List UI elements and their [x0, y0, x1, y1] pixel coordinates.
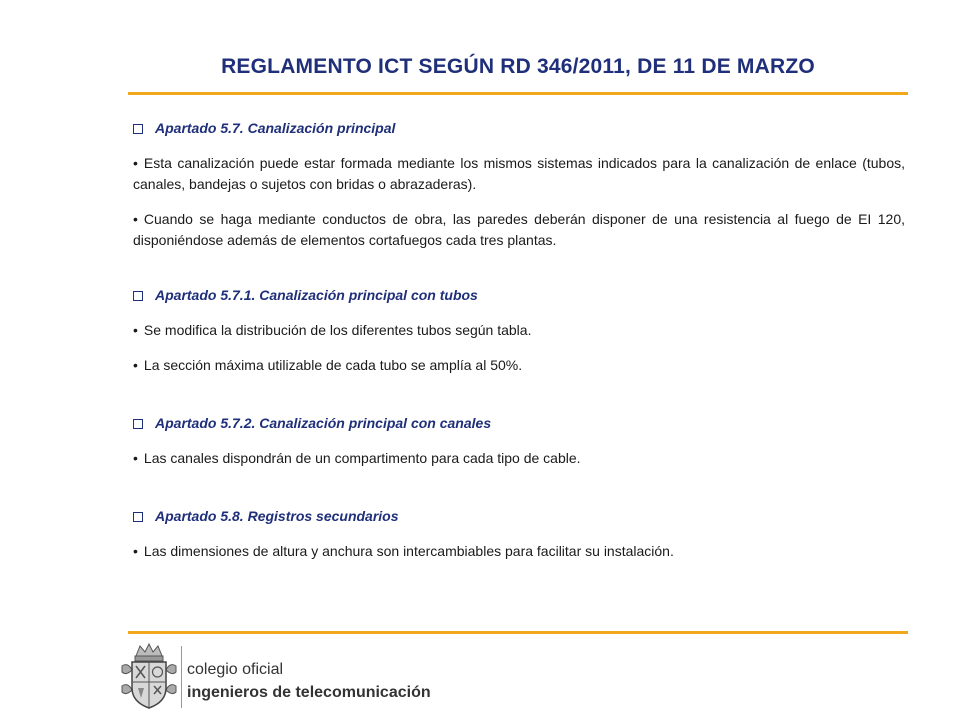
organization-name-line1: colegio oficial	[187, 661, 284, 678]
bullet-item	[133, 541, 905, 562]
section-heading	[133, 118, 905, 139]
section-heading-text: Apartado 5.7. Canalización principal	[155, 120, 396, 136]
organization-name-line2: ingenieros de telecomunicación	[187, 684, 431, 701]
bullet-text: La sección máxima utilizable de cada tubo se amplía al 50%.	[143, 357, 523, 373]
content-body	[133, 118, 905, 562]
bullet-item	[133, 209, 905, 251]
section-5-7-2	[133, 413, 905, 469]
section-heading	[133, 413, 905, 434]
bullet-text: Esta canalización puede estar formada mediante los mismos sistemas indicados para la canalización de enlace (tubos, canales, bandejas o sujetos con bridas o abrazaderas).	[133, 155, 905, 192]
bullet-text: Se modifica la distribución de los diferentes tubos según tabla.	[143, 322, 532, 338]
section-heading	[133, 285, 905, 306]
section-heading-text: Apartado 5.8. Registros secundarios	[155, 508, 399, 524]
top-divider	[128, 92, 908, 95]
bullet-dot-icon: •	[133, 357, 138, 373]
checkbox-bullet-icon	[133, 124, 143, 134]
coat-of-arms-logo-icon	[118, 642, 180, 710]
section-5-7	[133, 118, 905, 251]
section-heading	[133, 506, 905, 527]
bullet-item	[133, 320, 905, 341]
section-5-8	[133, 506, 905, 562]
section-heading-text: Apartado 5.7.1. Canalización principal con tubos	[155, 287, 478, 303]
bullet-text: Las canales dispondrán de un compartimento para cada tipo de cable.	[143, 450, 581, 466]
checkbox-bullet-icon	[133, 512, 143, 522]
bullet-dot-icon: •	[133, 155, 138, 171]
section-heading-text: Apartado 5.7.2. Canalización principal con canales	[155, 415, 492, 431]
section-5-7-1	[133, 285, 905, 376]
logo-divider	[181, 646, 182, 708]
bottom-divider	[128, 631, 908, 634]
checkbox-bullet-icon	[133, 419, 143, 429]
bullet-item	[133, 355, 905, 376]
bullet-text: Cuando se haga mediante conductos de obra, las paredes deberán disponer de una resistencia al fuego de EI 120, disponiéndose además de elementos cortafuegos cada tres plantas.	[133, 211, 905, 248]
page-title: REGLAMENTO ICT SEGÚN RD 346/2011, DE 11 DE MARZO	[221, 55, 815, 78]
checkbox-bullet-icon	[133, 291, 143, 301]
bullet-item	[133, 153, 905, 195]
bullet-dot-icon: •	[133, 322, 138, 338]
bullet-item	[133, 448, 905, 469]
bullet-text: Las dimensiones de altura y anchura son intercambiables para facilitar su instalación.	[143, 543, 674, 559]
bullet-dot-icon: •	[133, 211, 138, 227]
bullet-dot-icon: •	[133, 543, 138, 559]
bullet-dot-icon: •	[133, 450, 138, 466]
